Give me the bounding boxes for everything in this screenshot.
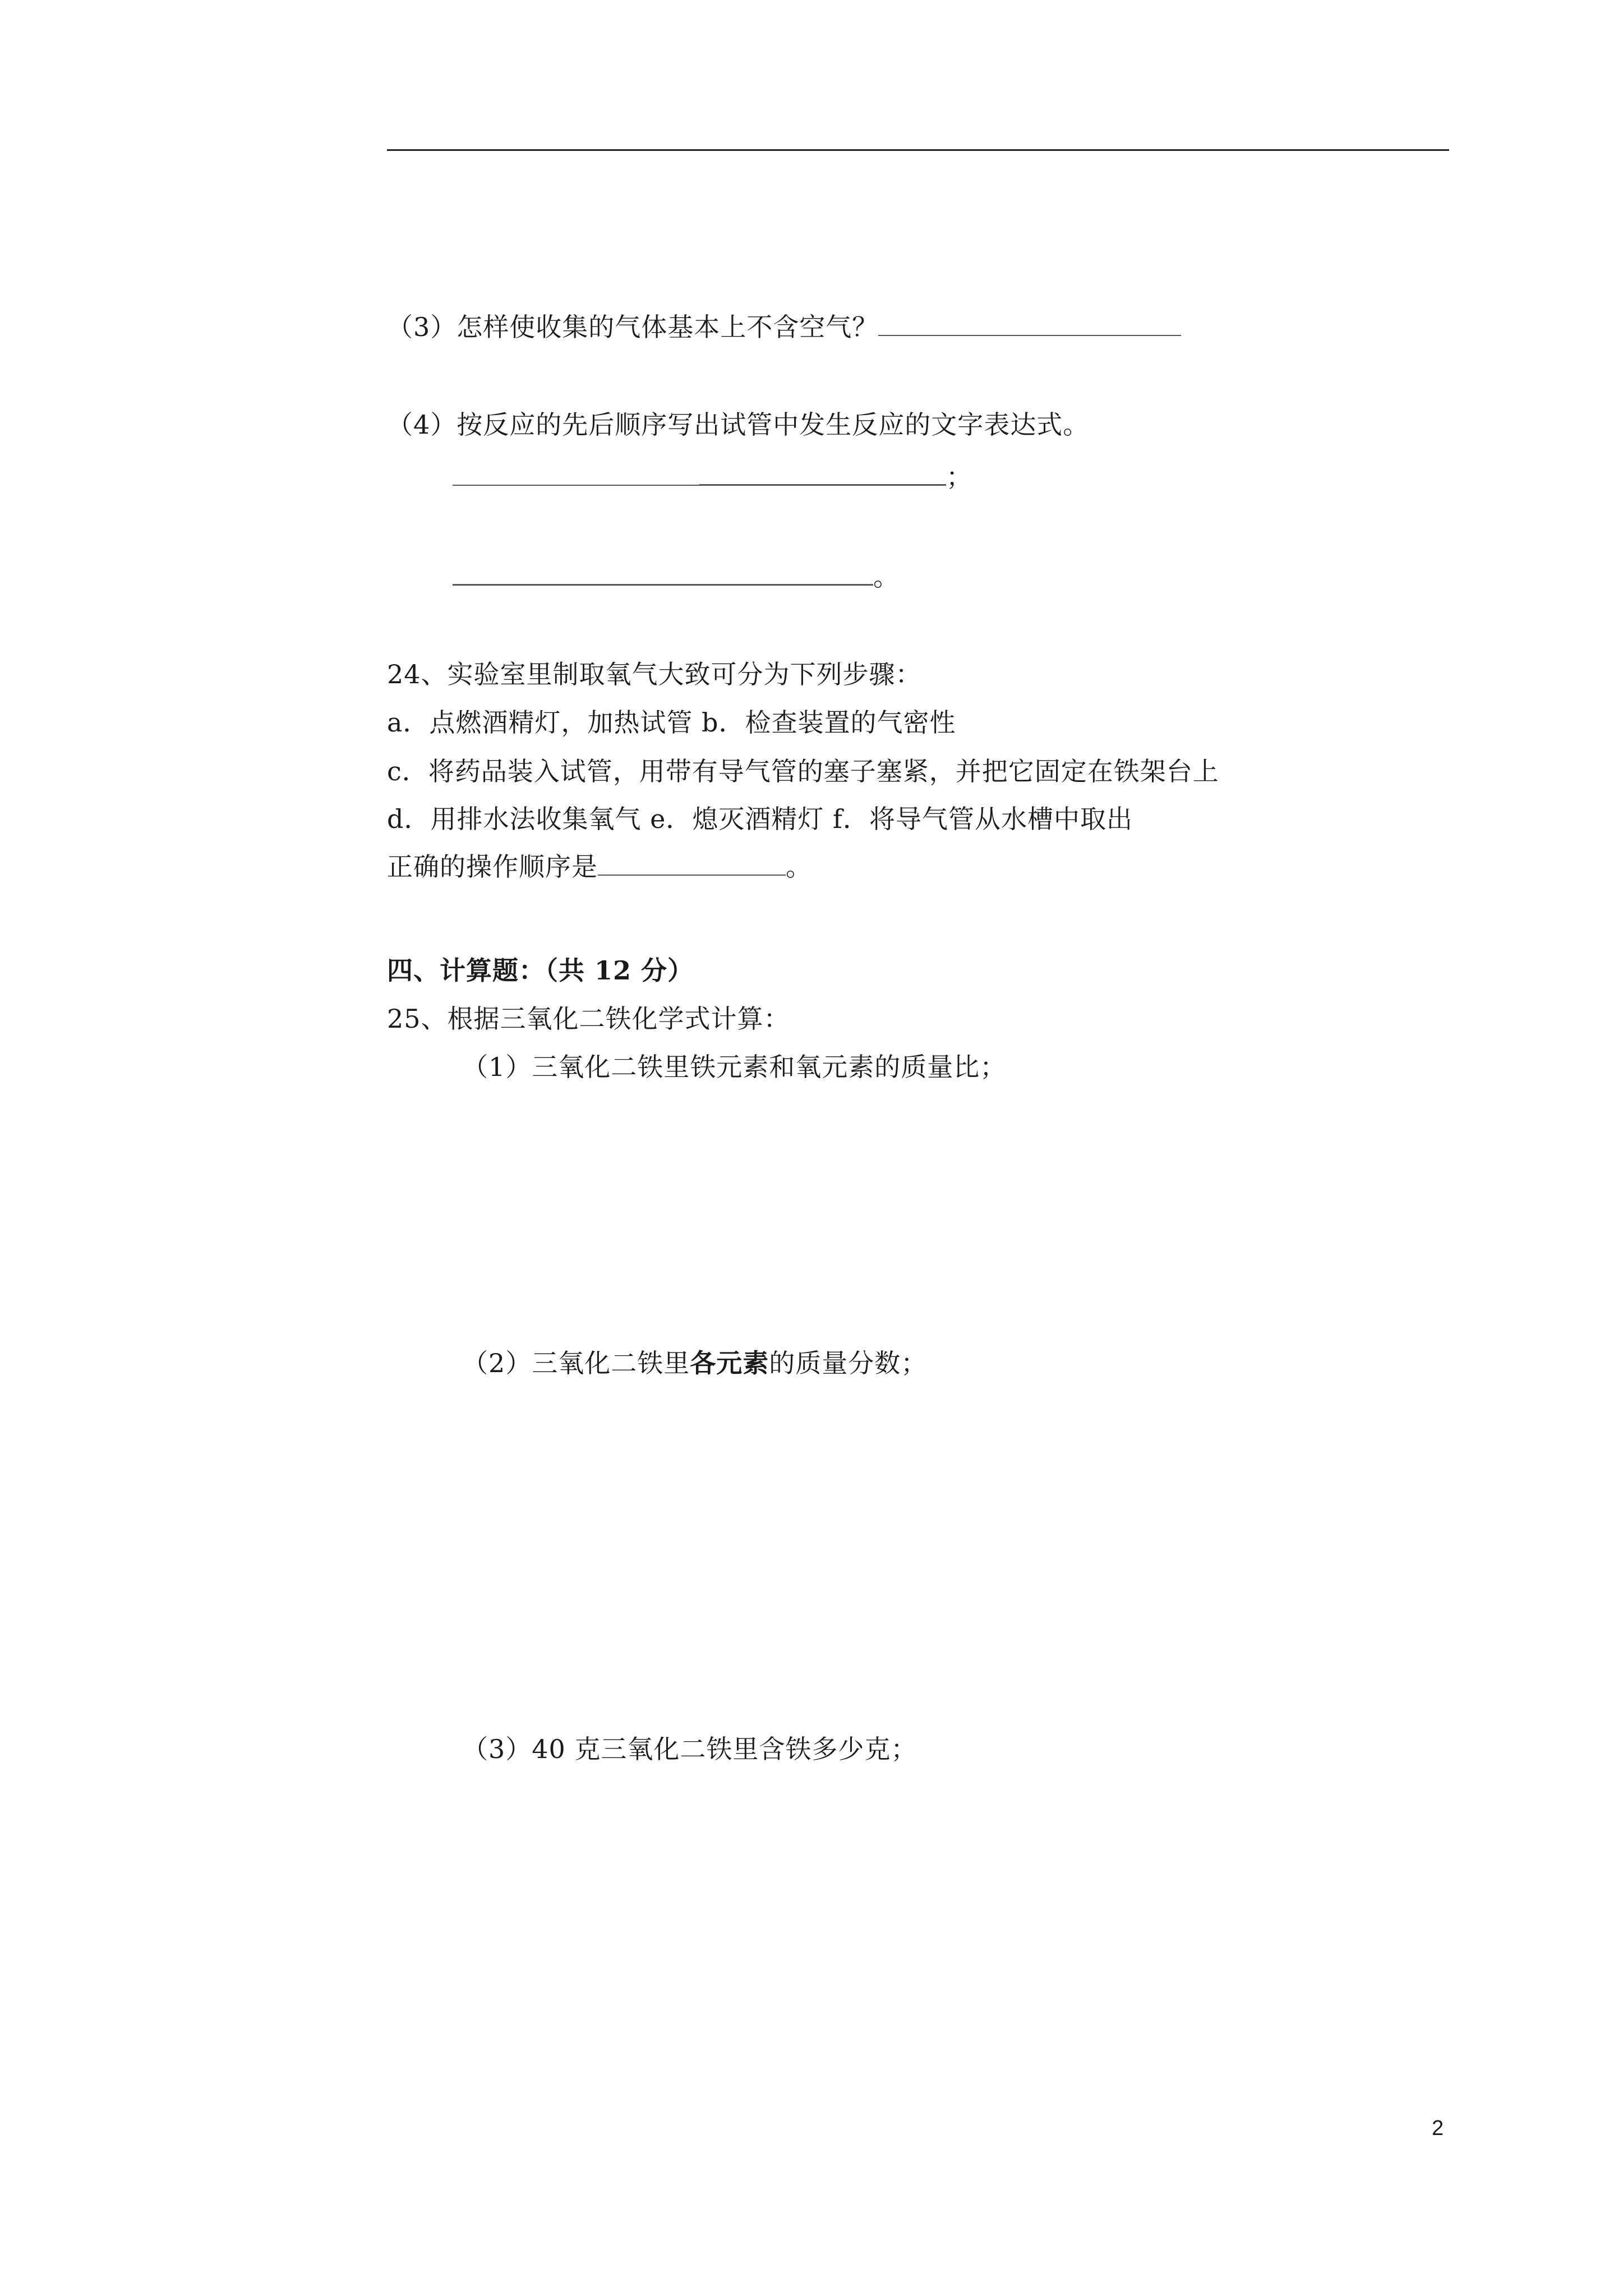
answer-blank-23-4-b[interactable]	[453, 562, 873, 586]
question-23-4-text: （4）按反应的先后顺序写出试管中发生反应的文字表达式。	[387, 409, 1090, 440]
answer-blank-24[interactable]	[598, 852, 786, 876]
answer-blank-23-4-a1[interactable]	[453, 462, 699, 486]
question-25-sub1: （1）三氧化二铁里铁元素和氧元素的质量比；	[462, 1052, 1007, 1082]
section-4-heading: 四、计算题：（共 12 分）	[387, 955, 694, 986]
question-24-order-prefix: 正确的操作顺序是	[387, 852, 598, 882]
question-25-sub3: （3）40 克三氧化二铁里含铁多少克；	[462, 1734, 917, 1764]
page-number: 2	[1432, 2116, 1444, 2140]
question-25-title: 25、根据三氧化二铁化学式计算：	[387, 1004, 790, 1034]
question-24-order	[387, 850, 812, 884]
question-25-sub2-pre: （2）三氧化二铁里	[462, 1348, 690, 1378]
header-rule	[387, 149, 1449, 151]
question-23-4	[387, 408, 1089, 441]
answer-blank-23-4-a2[interactable]	[699, 462, 946, 486]
question-23-3	[387, 310, 1181, 344]
question-25-sub2	[462, 1346, 927, 1380]
question-24-title: 24、实验室里制取氧气大致可分为下列步骤：	[387, 659, 922, 689]
answer-line-23-4-a-end: ；	[946, 462, 972, 492]
question-25-sub2-bold: 各元素	[690, 1348, 769, 1378]
question-24-step3: d．用排水法收集氧气 e．熄灭酒精灯 f．将导气管从水槽中取出	[387, 804, 1133, 834]
question-24-order-suffix: 。	[786, 852, 812, 882]
answer-line-23-4-b-end: 。	[873, 562, 900, 592]
question-25-sub2-post: 的质量分数；	[769, 1348, 928, 1378]
question-24-step1: a．点燃酒精灯，加热试管 b．检查装置的气密性	[387, 707, 956, 738]
question-23-3-text: （3）怎样使收集的气体基本上不含空气？	[387, 312, 879, 342]
answer-blank-23-3[interactable]	[878, 312, 1181, 336]
answer-line-23-4-a	[453, 460, 972, 494]
answer-line-23-4-b	[453, 560, 900, 593]
question-24-step2: c．将药品装入试管，用带有导气管的塞子塞紧，并把它固定在铁架台上	[387, 756, 1219, 786]
